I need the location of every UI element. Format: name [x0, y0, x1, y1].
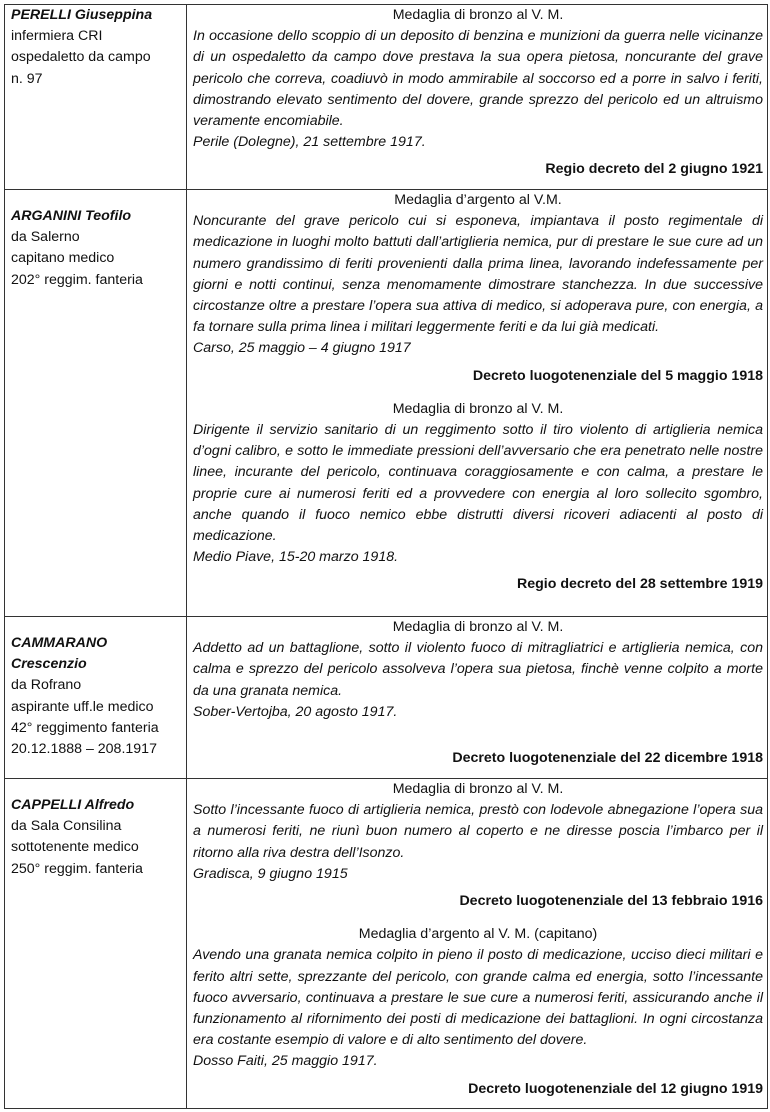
person-name: CAPPELLI Alfredo	[11, 797, 135, 813]
person-detail: infermiera CRI	[11, 28, 103, 45]
award-motivation: Noncurante del grave pericolo cui si esponeva, impiantava il posto regimentale di medicazione in luoghi molto battuti dall’artiglieria nemica, pur di prestare le sue cure ad un numero grandissimo di feriti provenienti dalla prima linea, lavorando indefessamente per giorni e notti continui, senza menomamente dimostrare stanchezza. In due successive circostanze oltre a prestare l’opera sua attiva di medico, si adoperava pure, con energia, a fa tornare sulla prima linea i militari leggermente feriti e da lui già medicati.	[193, 213, 763, 336]
award-motivation: Avendo una granata nemica colpito in pieno il posto di medicazione, ucciso dieci militari e ferito altri sette, sprezzante del pericolo, con grande calma ed energia, sotto l’incessante fuoco avversario, continuava a prestare le sue cure a numerosi feriti, assicurando anche il funzionamento al rifornimento dei posti di medicazione dei battaglioni. In ogni circostanza era costante esempio di valore e di alto sentimento del dovere.	[193, 947, 763, 1049]
award-place-date: Perile (Dolegne), 21 settembre 1917.	[193, 134, 426, 151]
award-decree: Regio decreto del 28 settembre 1919	[516, 576, 763, 593]
person-detail: sottotenente medico	[11, 839, 139, 856]
person-name: PERELLI Giuseppina	[11, 7, 153, 23]
award-decree: Regio decreto del 2 giugno 1921	[545, 161, 763, 178]
person-detail: ospedaletto da campo	[11, 49, 151, 66]
person-detail: da Sala Consilina	[11, 818, 122, 835]
person-detail: n. 97	[11, 70, 43, 87]
person-name: ARGANINI Teofilo	[11, 208, 132, 224]
award-entry	[193, 924, 763, 1100]
award-motivation: Sotto l’incessante fuoco di artiglieria nemica, prestò con lodevole abnegazione l’opera sua a numerosi feriti, ne riunì buon numero al coperto e ne diresse poscia l’imbarco per il ritorno alla riva destra dell’Isonzo.	[193, 802, 763, 861]
award-entry	[193, 5, 763, 181]
table-row	[5, 190, 768, 617]
award-cell	[187, 190, 768, 617]
award-motivation: Dirigente il servizio sanitario di un reggimento sotto il tiro violento di artiglieria nemica d’ogni calibro, e sotto le immediate pressioni dell’avversario che era penetrato nelle nostre linee, incurante del pericolo, continuava coraggiosamente e con calma, a prestare le proprie cure ai numerosi feriti ed a provvedere con energia al loro sollecito sgombro, anche quando il fuoco nemico ebbe distrutti diversi ricoveri adiacenti al posto di medicazione.	[193, 422, 763, 545]
award-motivation: Addetto ad un battaglione, sotto il violento fuoco di mitragliatrici e artiglieria nemica, con calma e sprezzo del pericolo assolveva l’opera sua pietosa, finchè venne colpito a morte da una granata nemica.	[193, 640, 763, 699]
medal-title: Medaglia d’argento al V.M.	[394, 192, 562, 208]
medal-title: Medaglia di bronzo al V. M.	[392, 7, 564, 23]
award-entry	[193, 399, 763, 596]
medal-title: Medaglia di bronzo al V. M.	[392, 781, 564, 797]
table-row	[5, 779, 768, 1109]
person-name: CAMMARANO Crescenzio	[11, 635, 108, 673]
award-place-date: Dosso Faiti, 25 maggio 1917.	[193, 1053, 378, 1070]
award-entry	[193, 190, 763, 387]
person-cell	[5, 190, 187, 617]
award-place-date: Carso, 25 maggio – 4 giugno 1917	[193, 340, 411, 357]
person-detail: aspirante uff.le medico	[11, 698, 154, 715]
person-cell	[5, 5, 187, 190]
person-detail: capitano medico	[11, 250, 115, 267]
award-entry	[193, 779, 763, 912]
award-cell	[187, 5, 768, 190]
award-decree: Decreto luogotenenziale del 5 maggio 1918	[472, 367, 763, 384]
person-detail: da Salerno	[11, 229, 80, 246]
award-place-date: Gradisca, 9 giugno 1915	[193, 865, 348, 882]
table-row	[5, 5, 768, 190]
award-cell	[187, 779, 768, 1109]
medal-title: Medaglia di bronzo al V. M.	[392, 400, 564, 417]
award-cell	[187, 617, 768, 779]
medal-title: Medaglia di bronzo al V. M.	[392, 619, 564, 635]
person-detail: 20.12.1888 – 208.1917	[11, 741, 157, 758]
award-motivation: In occasione dello scoppio di un deposito di benzina e munizioni da guerra nelle vicinanze di un ospedaletto da campo dove prestava la sua opera pietosa, noncurante del grave pericolo che correva, coadiuvò in modo ammirabile al soccorso ed a porre in salvo i feriti, dimostrando elevato sentimento del dovere, grande sprezzo del pericolo ed un altruismo veramente encomiabile.	[193, 28, 763, 130]
person-detail: 202° reggim. fanteria	[11, 271, 143, 288]
person-detail: 250° reggim. fanteria	[11, 860, 143, 877]
person-detail: da Rofrano	[11, 677, 82, 694]
person-cell	[5, 779, 187, 1109]
table-row	[5, 617, 768, 779]
award-decree: Decreto luogotenenziale del 12 giugno 1919	[468, 1080, 763, 1097]
award-entry	[193, 617, 763, 769]
person-detail: 42° reggimento fanteria	[11, 719, 159, 736]
medal-title: Medaglia d’argento al V. M. (capitano)	[358, 926, 598, 943]
award-place-date: Sober-Vertojba, 20 agosto 1917.	[193, 703, 398, 720]
award-decree: Decreto luogotenenziale del 22 dicembre 1918	[452, 750, 763, 767]
awards-table	[4, 4, 768, 1109]
award-decree: Decreto luogotenenziale del 13 febbraio 1916	[459, 893, 763, 910]
award-place-date: Medio Piave, 15-20 marzo 1918.	[193, 549, 399, 566]
person-cell	[5, 617, 187, 779]
